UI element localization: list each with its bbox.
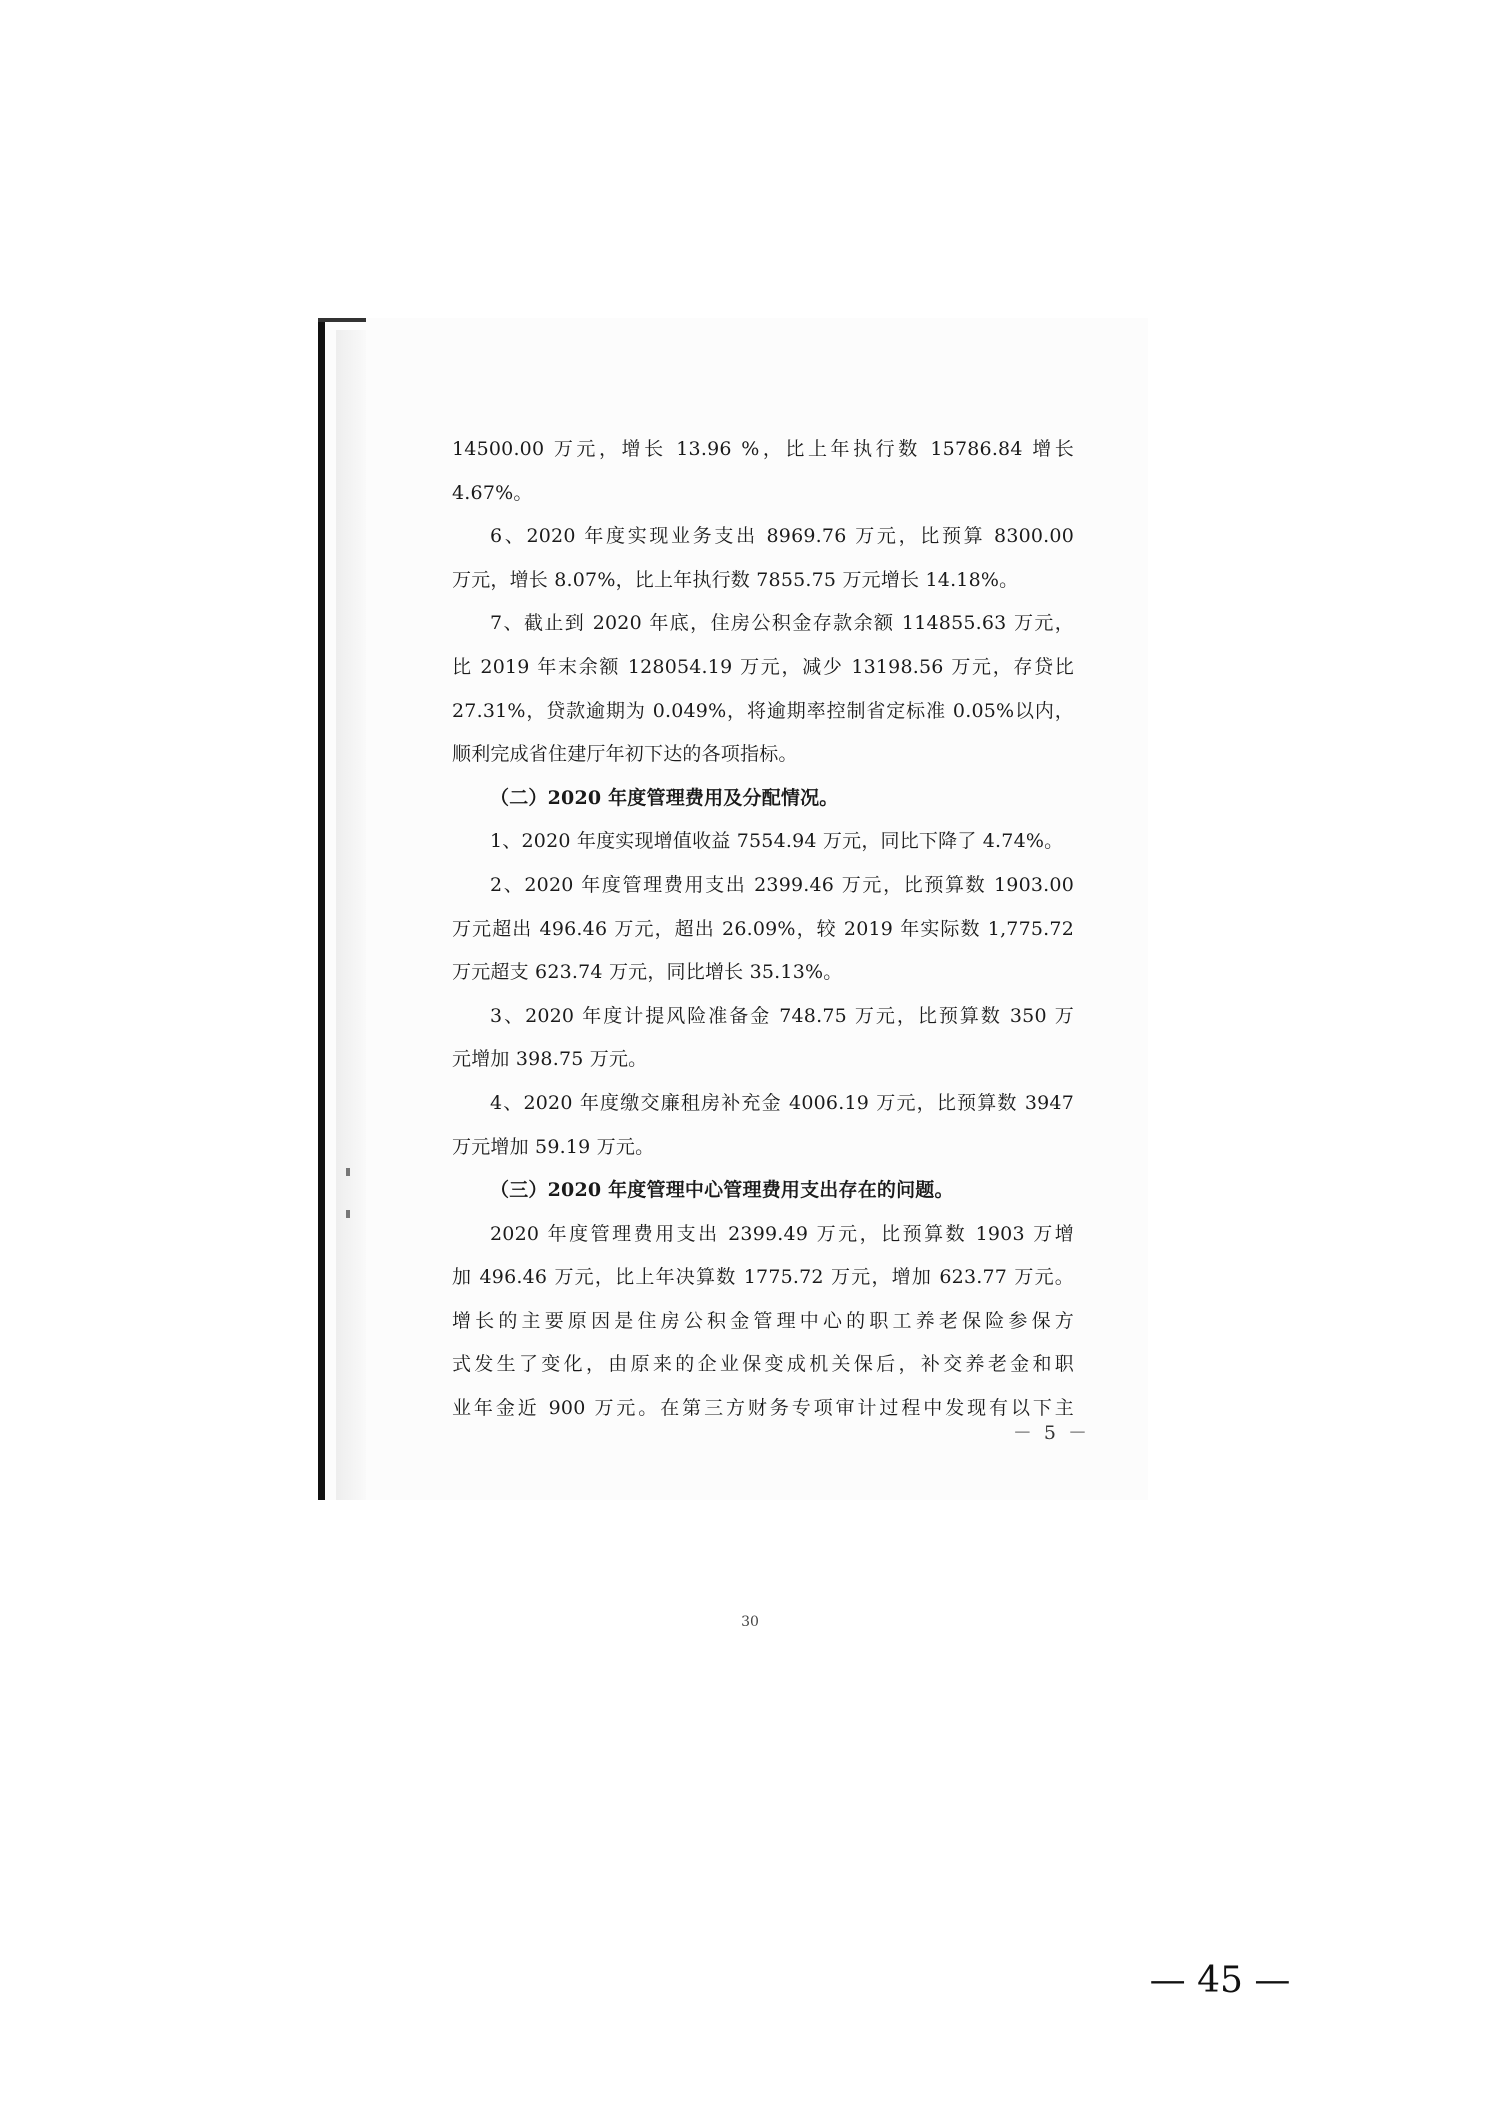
scan-corner-mark bbox=[318, 318, 366, 322]
text-line: 元增加 398.75 万元。 bbox=[452, 1048, 648, 1071]
text-line: 万元超出 496.46 万元，超出 26.09%，较 2019 年实际数 1,775.72 bbox=[452, 917, 1074, 940]
text-line: 2、2020 年度管理费用支出 2399.46 万元，比预算数 1903.00 bbox=[490, 873, 1074, 896]
margin-mark bbox=[346, 1168, 350, 1176]
text-line: 业年金近 900 万元。在第三方财务专项审计过程中发现有以下主 bbox=[452, 1397, 1074, 1420]
text-line: 2020 年度管理费用支出 2399.49 万元，比预算数 1903 万增 bbox=[490, 1222, 1074, 1245]
text-line: 万元超支 623.74 万元，同比增长 35.13%。 bbox=[452, 961, 843, 984]
margin-mark bbox=[346, 1210, 350, 1218]
text-line: 顺利完成省住建厅年初下达的各项指标。 bbox=[452, 743, 798, 766]
text-line: 加 496.46 万元，比上年决算数 1775.72 万元，增加 623.77 万元。 bbox=[452, 1266, 1074, 1289]
text-line: 式发生了变化，由原来的企业保变成机关保后，补交养老金和职 bbox=[452, 1353, 1074, 1376]
text-line: 万元增加 59.19 万元。 bbox=[452, 1135, 655, 1158]
body-text bbox=[452, 428, 1074, 1431]
text-line: 27.31%，贷款逾期为 0.049%，将逾期率控制省定标准 0.05%以内， bbox=[452, 699, 1074, 722]
text-line: 3、2020 年度计提风险准备金 748.75 万元，比预算数 350 万 bbox=[490, 1004, 1074, 1027]
text-line: 7、截止到 2020 年底，住房公积金存款余额 114855.63 万元， bbox=[490, 612, 1074, 635]
text-line: 万元，增长 8.07%，比上年执行数 7855.75 万元增长 14.18%。 bbox=[452, 568, 1019, 591]
text-line: 14500.00 万元，增长 13.96 %，比上年执行数 15786.84 增长 bbox=[452, 438, 1074, 460]
text-line: 6、2020 年度实现业务支出 8969.76 万元，比预算 8300.00 bbox=[490, 525, 1074, 548]
text-line: 增长的主要原因是住房公积金管理中心的职工养老保险参保方 bbox=[452, 1309, 1074, 1332]
scan-page-number: － 5 － bbox=[1012, 1422, 1090, 1444]
section-heading: （二）2020 年度管理费用及分配情况。 bbox=[490, 786, 839, 809]
page-number: — 45 — bbox=[1149, 1960, 1291, 2001]
scan-binding-edge bbox=[318, 318, 325, 1500]
text-line: 4.67%。 bbox=[452, 481, 533, 504]
text-line: 4、2020 年度缴交廉租房补充金 4006.19 万元，比预算数 3947 bbox=[490, 1091, 1074, 1114]
text-line: 比 2019 年末余额 128054.19 万元，减少 13198.56 万元，存贷比 bbox=[452, 655, 1074, 678]
section-heading: （三）2020 年度管理中心管理费用支出存在的问题。 bbox=[490, 1179, 954, 1202]
scan-shadow bbox=[336, 330, 366, 1500]
text-line: 1、2020 年度实现增值收益 7554.94 万元，同比下降了 4.74%。 bbox=[490, 830, 1064, 853]
small-page-number: 30 bbox=[741, 1614, 759, 1630]
